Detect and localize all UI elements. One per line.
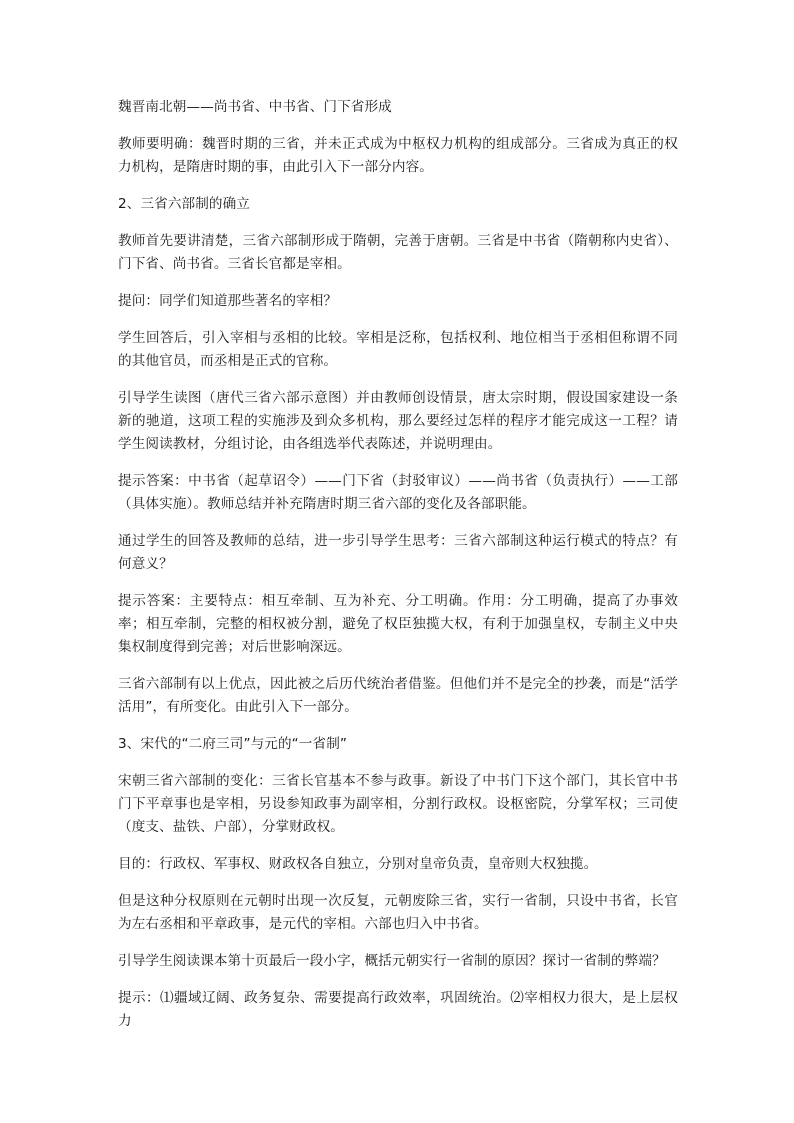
paragraph: 引导学生读图（唐代三省六部示意图）并由教师创设情景，唐太宗时期，假设国家建设一条新的驰道，这项工程的实施涉及到众多机构，那么要经过怎样的程序才能完成这一工程？请学生阅读教材，分组讨论，由各组选举代表陈述，并说明理由。 bbox=[118, 390, 678, 452]
paragraph: 通过学生的回答及教师的总结，进一步引导学生思考：三省六部制这种运行模式的特点？有何意义？ bbox=[118, 533, 678, 572]
section-heading-2: 2、三省六部制的确立 bbox=[118, 196, 250, 212]
paragraph: 引导学生阅读课本第十页最后一段小字，概括元朝实行一省制的原因？探讨一省制的弊端？ bbox=[118, 953, 666, 969]
paragraph: 学生回答后，引入宰相与丞相的比较。宰相是泛称，包括权利、地位相当于丞相但称谓不同的其他官员，而丞相是正式的官称。 bbox=[118, 330, 678, 369]
paragraph-question: 提问：同学们知道那些著名的宰相？ bbox=[118, 293, 338, 309]
section-heading-3: 3、宋代的“二府三司”与元的“一省制” bbox=[118, 736, 348, 752]
document-body bbox=[118, 96, 678, 1047]
paragraph: 宋朝三省六部制的变化：三省长官基本不参与政事。新设了中书门下这个部门，其长官中书门下平章事也是宰相，另设参知政事为副宰相，分割行政权。设枢密院，分掌军权；三司使（度支、盐铁、户部），分掌财政权。 bbox=[118, 773, 678, 835]
paragraph-answer: 提示答案：中书省（起草诏令）——门下省（封驳审议）——尚书省（负责执行）——工部（具体实施）。教师总结并补充隋唐时期三省六部的变化及各部职能。 bbox=[118, 473, 678, 512]
paragraph-answer: 提示答案：主要特点：相互牵制、互为补充、分工明确。作用：分工明确，提高了办事效率；相互牵制，完整的相权被分割，避免了权臣独揽大权，有利于加强皇权，专制主义中央集权制度得到完善；对后世影响深远。 bbox=[118, 593, 678, 655]
paragraph: 但是这种分权原则在元朝时出现一次反复，元朝废除三省，实行一省制，只设中书省，长官为左右丞相和平章政事，是元代的宰相。六部也归入中书省。 bbox=[118, 893, 678, 932]
paragraph: 教师首先要讲清楚，三省六部制形成于隋朝，完善于唐朝。三省是中书省（隋朝称内史省）、门下省、尚书省。三省长官都是宰相。 bbox=[118, 233, 678, 272]
paragraph-hint: 提示：⑴疆域辽阔、政务复杂、需要提高行政效率，巩固统治。⑵宰相权力很大，是上层权力 bbox=[118, 990, 678, 1029]
paragraph: 三省六部制有以上优点，因此被之后历代统治者借鉴。但他们并不是完全的抄袭，而是“活学活用”，有所变化。由此引入下一部分。 bbox=[118, 676, 678, 715]
paragraph: 目的：行政权、军事权、财政权各自独立，分别对皇帝负责，皇帝则大权独揽。 bbox=[118, 856, 598, 872]
paragraph: 教师要明确：魏晋时期的三省，并未正式成为中枢权力机构的组成部分。三省成为真正的权力机构，是隋唐时期的事，由此引入下一部分内容。 bbox=[118, 136, 678, 175]
paragraph-heading-weijin: 魏晋南北朝——尚书省、中书省、门下省形成 bbox=[118, 99, 392, 115]
